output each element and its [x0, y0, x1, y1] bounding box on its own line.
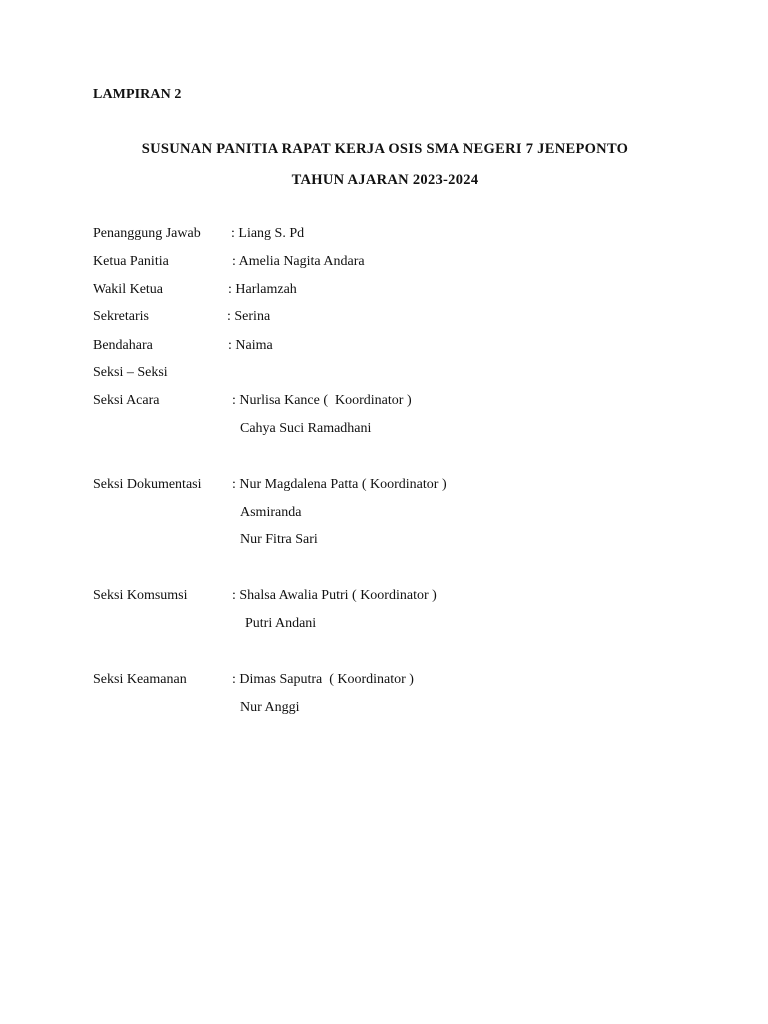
member-name: : Nur Magdalena Patta ( Koordinator ): [232, 477, 447, 492]
role-label: Penanggung Jawab: [93, 226, 201, 241]
role-label: Seksi Keamanan: [93, 672, 187, 687]
member-name: Nur Fitra Sari: [240, 532, 318, 547]
committee-row-bendahara: [93, 337, 273, 355]
role-label: Seksi Acara: [93, 393, 160, 408]
role-label: Seksi Komsumsi: [93, 588, 188, 603]
role-label: Bendahara: [93, 338, 153, 353]
committee-row-seksi-komsumsi-member: [93, 615, 317, 633]
committee-row-seksi-dokumentasi: [93, 476, 447, 494]
role-label: Sekretaris: [93, 309, 149, 324]
committee-row-seksi-acara: [93, 392, 412, 410]
member-name: : Amelia Nagita Andara: [232, 254, 365, 269]
committee-row-penanggung-jawab: [93, 225, 305, 243]
document-title: SUSUNAN PANITIA RAPAT KERJA OSIS SMA NEGERI 7 JENEPONTO: [141, 141, 629, 157]
committee-row-ketua-panitia: [93, 253, 365, 271]
member-name: : Harlamzah: [228, 282, 297, 297]
role-label: Seksi Dokumentasi: [93, 477, 202, 492]
committee-row-seksi-keamanan-member: [93, 699, 300, 717]
committee-row-seksi-komsumsi: [93, 587, 437, 605]
section-heading: Seksi – Seksi: [93, 365, 168, 380]
committee-row-seksi-dokumentasi-member: [93, 531, 318, 549]
committee-row-seksi-seksi: [93, 364, 168, 382]
member-name: : Dimas Saputra ( Koordinator ): [232, 672, 414, 687]
member-name: Asmiranda: [240, 505, 302, 520]
committee-row-seksi-acara-member: [93, 420, 372, 438]
role-label: Wakil Ketua: [93, 282, 164, 297]
member-name: Nur Anggi: [240, 700, 300, 715]
member-name: : Liang S. Pd: [231, 226, 305, 241]
committee-row-wakil-ketua: [93, 281, 297, 299]
committee-row-sekretaris: [93, 308, 271, 326]
committee-row-seksi-keamanan: [93, 671, 414, 689]
committee-row-seksi-dokumentasi-member: [93, 504, 302, 522]
member-name: : Serina: [227, 309, 271, 324]
document-subtitle: TAHUN AJARAN 2023-2024: [291, 172, 479, 188]
member-name: : Nurlisa Kance ( Koordinator ): [232, 393, 412, 408]
member-name: : Naima: [228, 338, 273, 353]
member-name: Putri Andani: [245, 616, 317, 631]
member-name: : Shalsa Awalia Putri ( Koordinator ): [232, 588, 437, 603]
member-name: Cahya Suci Ramadhani: [240, 421, 372, 436]
appendix-label: LAMPIRAN 2: [93, 87, 182, 102]
role-label: Ketua Panitia: [93, 254, 169, 269]
